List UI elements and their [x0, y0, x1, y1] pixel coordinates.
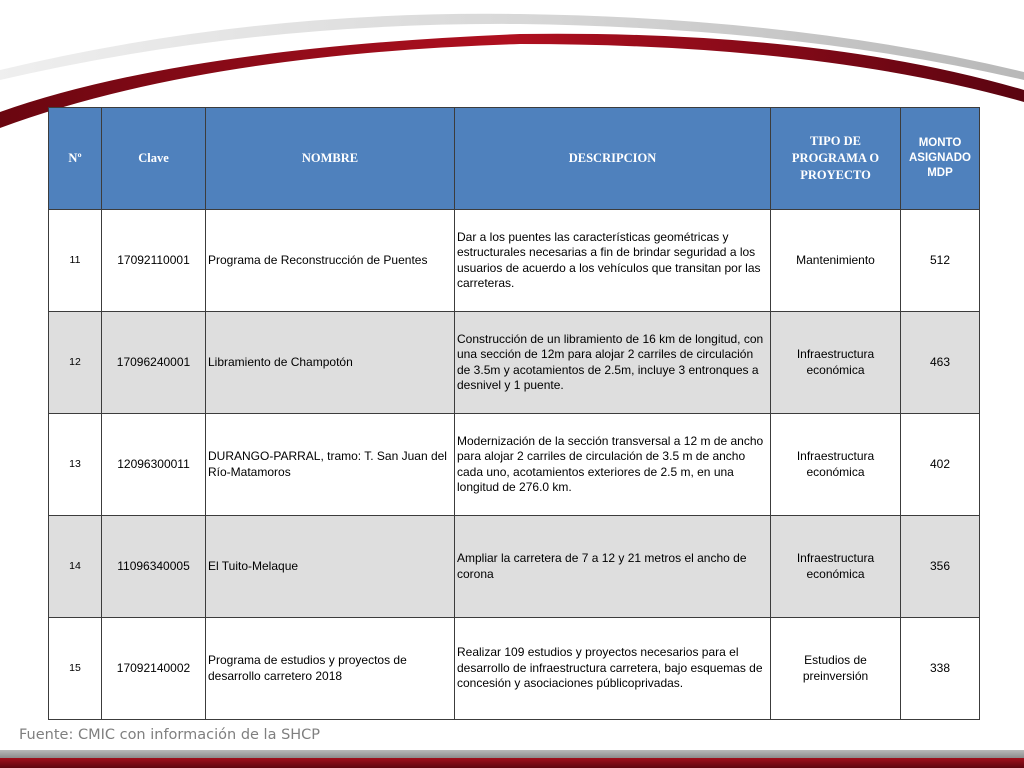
row-clave: 11096340005	[102, 516, 206, 618]
row-monto: 512	[901, 210, 980, 312]
row-monto: 338	[901, 618, 980, 720]
header-num: Nº	[49, 108, 102, 210]
footer-grey-band	[0, 750, 1024, 758]
row-tipo: Estudios de preinversión	[771, 618, 901, 720]
table-row	[49, 618, 980, 720]
header-tipo: TIPO DE PROGRAMA O PROYECTO	[771, 108, 901, 210]
row-num: 13	[49, 414, 102, 516]
row-num: 11	[49, 210, 102, 312]
row-descripcion: Modernización de la sección transversal a 12 m de ancho para alojar 2 carriles de circulación de 3.5 m de ancho cada uno, acotamientos exteriores de 2.5 m, en una longitud de 276.0 km.	[455, 414, 771, 516]
row-clave: 17092110001	[102, 210, 206, 312]
row-nombre: El Tuito-Melaque	[206, 516, 455, 618]
footer-red-band	[0, 758, 1024, 768]
table-row	[49, 312, 980, 414]
row-descripcion: Ampliar la carretera de 7 a 12 y 21 metros el ancho de corona	[455, 516, 771, 618]
row-tipo: Infraestructura económica	[771, 414, 901, 516]
row-tipo: Infraestructura económica	[771, 516, 901, 618]
row-clave: 17096240001	[102, 312, 206, 414]
row-tipo: Mantenimiento	[771, 210, 901, 312]
source-note: Fuente: CMIC con información de la SHCP	[19, 727, 321, 743]
row-nombre: Programa de estudios y proyectos de desarrollo carretero 2018	[206, 618, 455, 720]
row-nombre: DURANGO-PARRAL, tramo: T. San Juan del Río-Matamoros	[206, 414, 455, 516]
header-monto: MONTO ASIGNADO MDP	[901, 108, 980, 210]
header-descripcion: DESCRIPCION	[455, 108, 771, 210]
projects-table	[48, 107, 980, 720]
table-header-row	[49, 108, 980, 210]
row-num: 12	[49, 312, 102, 414]
row-descripcion: Dar a los puentes las características geométricas y estructurales necesarias a fin de brindar seguridad a los usuarios de acuerdo a los vehículos que transitan por las carreteras.	[455, 210, 771, 312]
row-tipo: Infraestructura económica	[771, 312, 901, 414]
table-row	[49, 210, 980, 312]
row-descripcion: Construcción de un libramiento de 16 km de longitud, con una sección de 12m para alojar 2 carriles de circulación de 3.5m y acotamientos de 2.5m, incluye 3 entronques a desnivel y 1 puente.	[455, 312, 771, 414]
row-descripcion: Realizar 109 estudios y proyectos necesarios para el desarrollo de infraestructura carretera, bajo esquemas de concesión y asociaciones públicoprivadas.	[455, 618, 771, 720]
header-clave: Clave	[102, 108, 206, 210]
row-num: 14	[49, 516, 102, 618]
row-nombre: Libramiento de Champotón	[206, 312, 455, 414]
header-nombre: NOMBRE	[206, 108, 455, 210]
row-clave: 17092140002	[102, 618, 206, 720]
row-num: 15	[49, 618, 102, 720]
row-monto: 402	[901, 414, 980, 516]
row-monto: 356	[901, 516, 980, 618]
table-row	[49, 414, 980, 516]
row-nombre: Programa de Reconstrucción de Puentes	[206, 210, 455, 312]
row-monto: 463	[901, 312, 980, 414]
row-clave: 12096300011	[102, 414, 206, 516]
table-row	[49, 516, 980, 618]
